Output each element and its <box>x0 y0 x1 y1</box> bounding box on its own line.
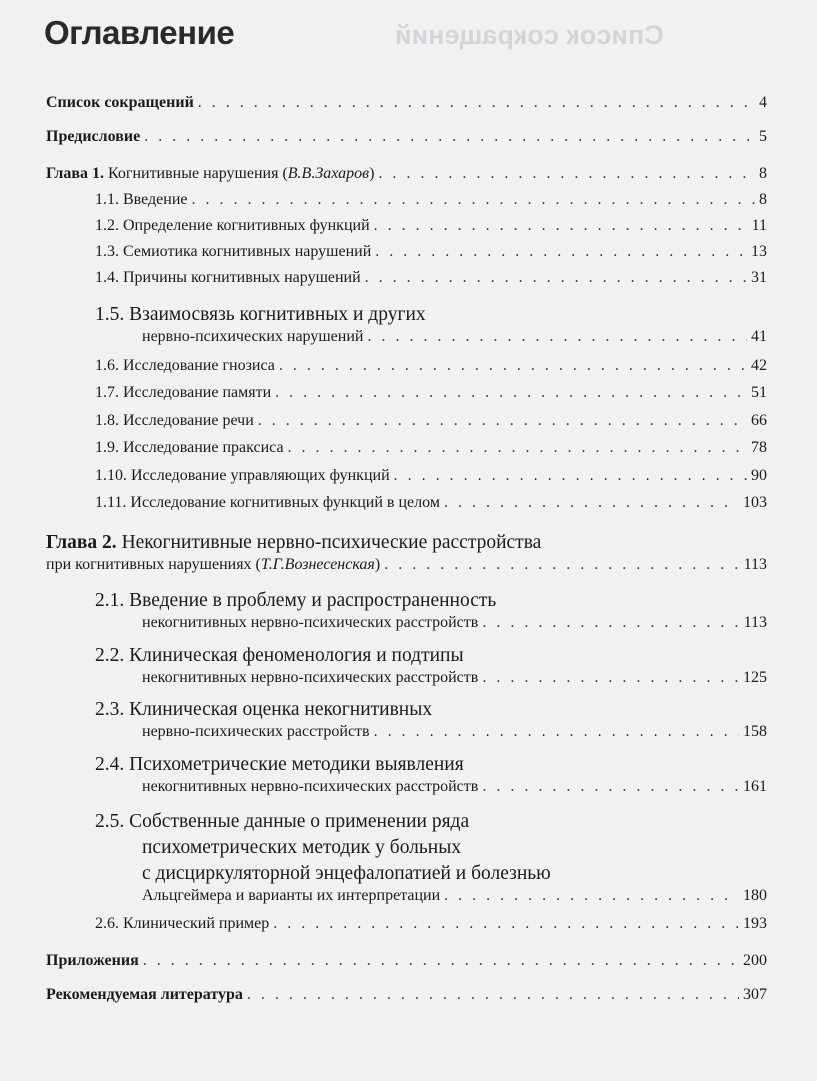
toc-entry-1-3[interactable]: 1.3. Семиотика когнитивных нарушений . . . 13 <box>95 243 767 261</box>
toc-entry-1-5[interactable]: нервно-психических нарушений . . . 41 <box>142 328 767 346</box>
toc-entry-2-2[interactable]: некогнитивных нервно-психических расстройств . . . 125 <box>142 669 767 687</box>
toc-entry-2-4[interactable]: некогнитивных нервно-психических расстройств . . . 161 <box>142 778 767 796</box>
toc-entry-2-2-line1[interactable]: 2.2. Клиническая феноменология и подтипы <box>95 645 464 666</box>
toc-entry-1-2[interactable]: 1.2. Определение когнитивных функций . . . 11 <box>95 217 767 235</box>
toc-entry-1-9[interactable]: 1.9. Исследование праксиса . . . 78 <box>95 439 767 457</box>
toc-entry-1-10[interactable]: 1.10. Исследование управляющих функций . . . 90 <box>95 467 767 485</box>
toc-entry-2-3[interactable]: нервно-психических расстройств . . . 158 <box>142 723 767 741</box>
toc-entry-appendices[interactable]: Приложения . . . 200 <box>46 952 767 970</box>
toc-entry-2-5-line3: с дисциркуляторной энцефалопатией и болезнью <box>142 863 551 884</box>
toc-entry-1-11[interactable]: 1.11. Исследование когнитивных функций в целом . . . 103 <box>95 494 767 512</box>
toc-entry-1-8[interactable]: 1.8. Исследование речи . . . 66 <box>95 412 767 430</box>
toc-entry-chapter-2-line1[interactable]: Глава 2. Некогнитивные нервно-психические расстройства <box>46 532 542 553</box>
toc-entry-preface[interactable]: Предисловие . . . 5 <box>46 128 767 146</box>
toc-entry-2-4-line1[interactable]: 2.4. Психометрические методики выявления <box>95 754 464 775</box>
page-title: Оглавление <box>44 14 235 51</box>
toc-entry-2-6[interactable]: 2.6. Клинический пример . . . 193 <box>95 915 767 933</box>
toc-entry-2-1-line1[interactable]: 2.1. Введение в проблему и распространенность <box>95 590 497 611</box>
toc-entry-1-6[interactable]: 1.6. Исследование гнозиса . . . 42 <box>95 357 767 375</box>
toc-entry-1-4[interactable]: 1.4. Причины когнитивных нарушений . . . 31 <box>95 269 767 287</box>
toc-entry-2-3-line1[interactable]: 2.3. Клиническая оценка некогнитивных <box>95 699 433 720</box>
toc-entry-2-5[interactable]: Альцгеймера и варианты их интерпретации . . . 180 <box>142 887 767 905</box>
toc-entry-chapter-2[interactable]: при когнитивных нарушениях (Т.Г.Вознесенская) . . . 113 <box>46 556 767 574</box>
toc-entry-2-5-line1[interactable]: 2.5. Собственные данные о применении ряда <box>95 811 470 832</box>
toc-entry-2-5-line2: психометрических методик у больных <box>142 837 462 858</box>
toc-entry-1-1[interactable]: 1.1. Введение . . . 8 <box>95 191 767 209</box>
toc-entry-1-7[interactable]: 1.7. Исследование памяти . . . 51 <box>95 384 767 402</box>
toc-entry-2-1[interactable]: некогнитивных нервно-психических расстройств . . . 113 <box>142 614 767 632</box>
toc-entry-references[interactable]: Рекомендуемая литература . . . 307 <box>46 986 767 1004</box>
bleed-through-heading: Список сокращений <box>395 20 664 50</box>
toc-entry-chapter-1[interactable]: Глава 1. Когнитивные нарушения (В.В.Захаров) . . . 8 <box>46 165 767 183</box>
toc-entry-1-5-line1[interactable]: 1.5. Взаимосвязь когнитивных и других <box>95 304 426 325</box>
toc-entry-abbreviations[interactable]: Список сокращений . . . 4 <box>46 94 767 112</box>
